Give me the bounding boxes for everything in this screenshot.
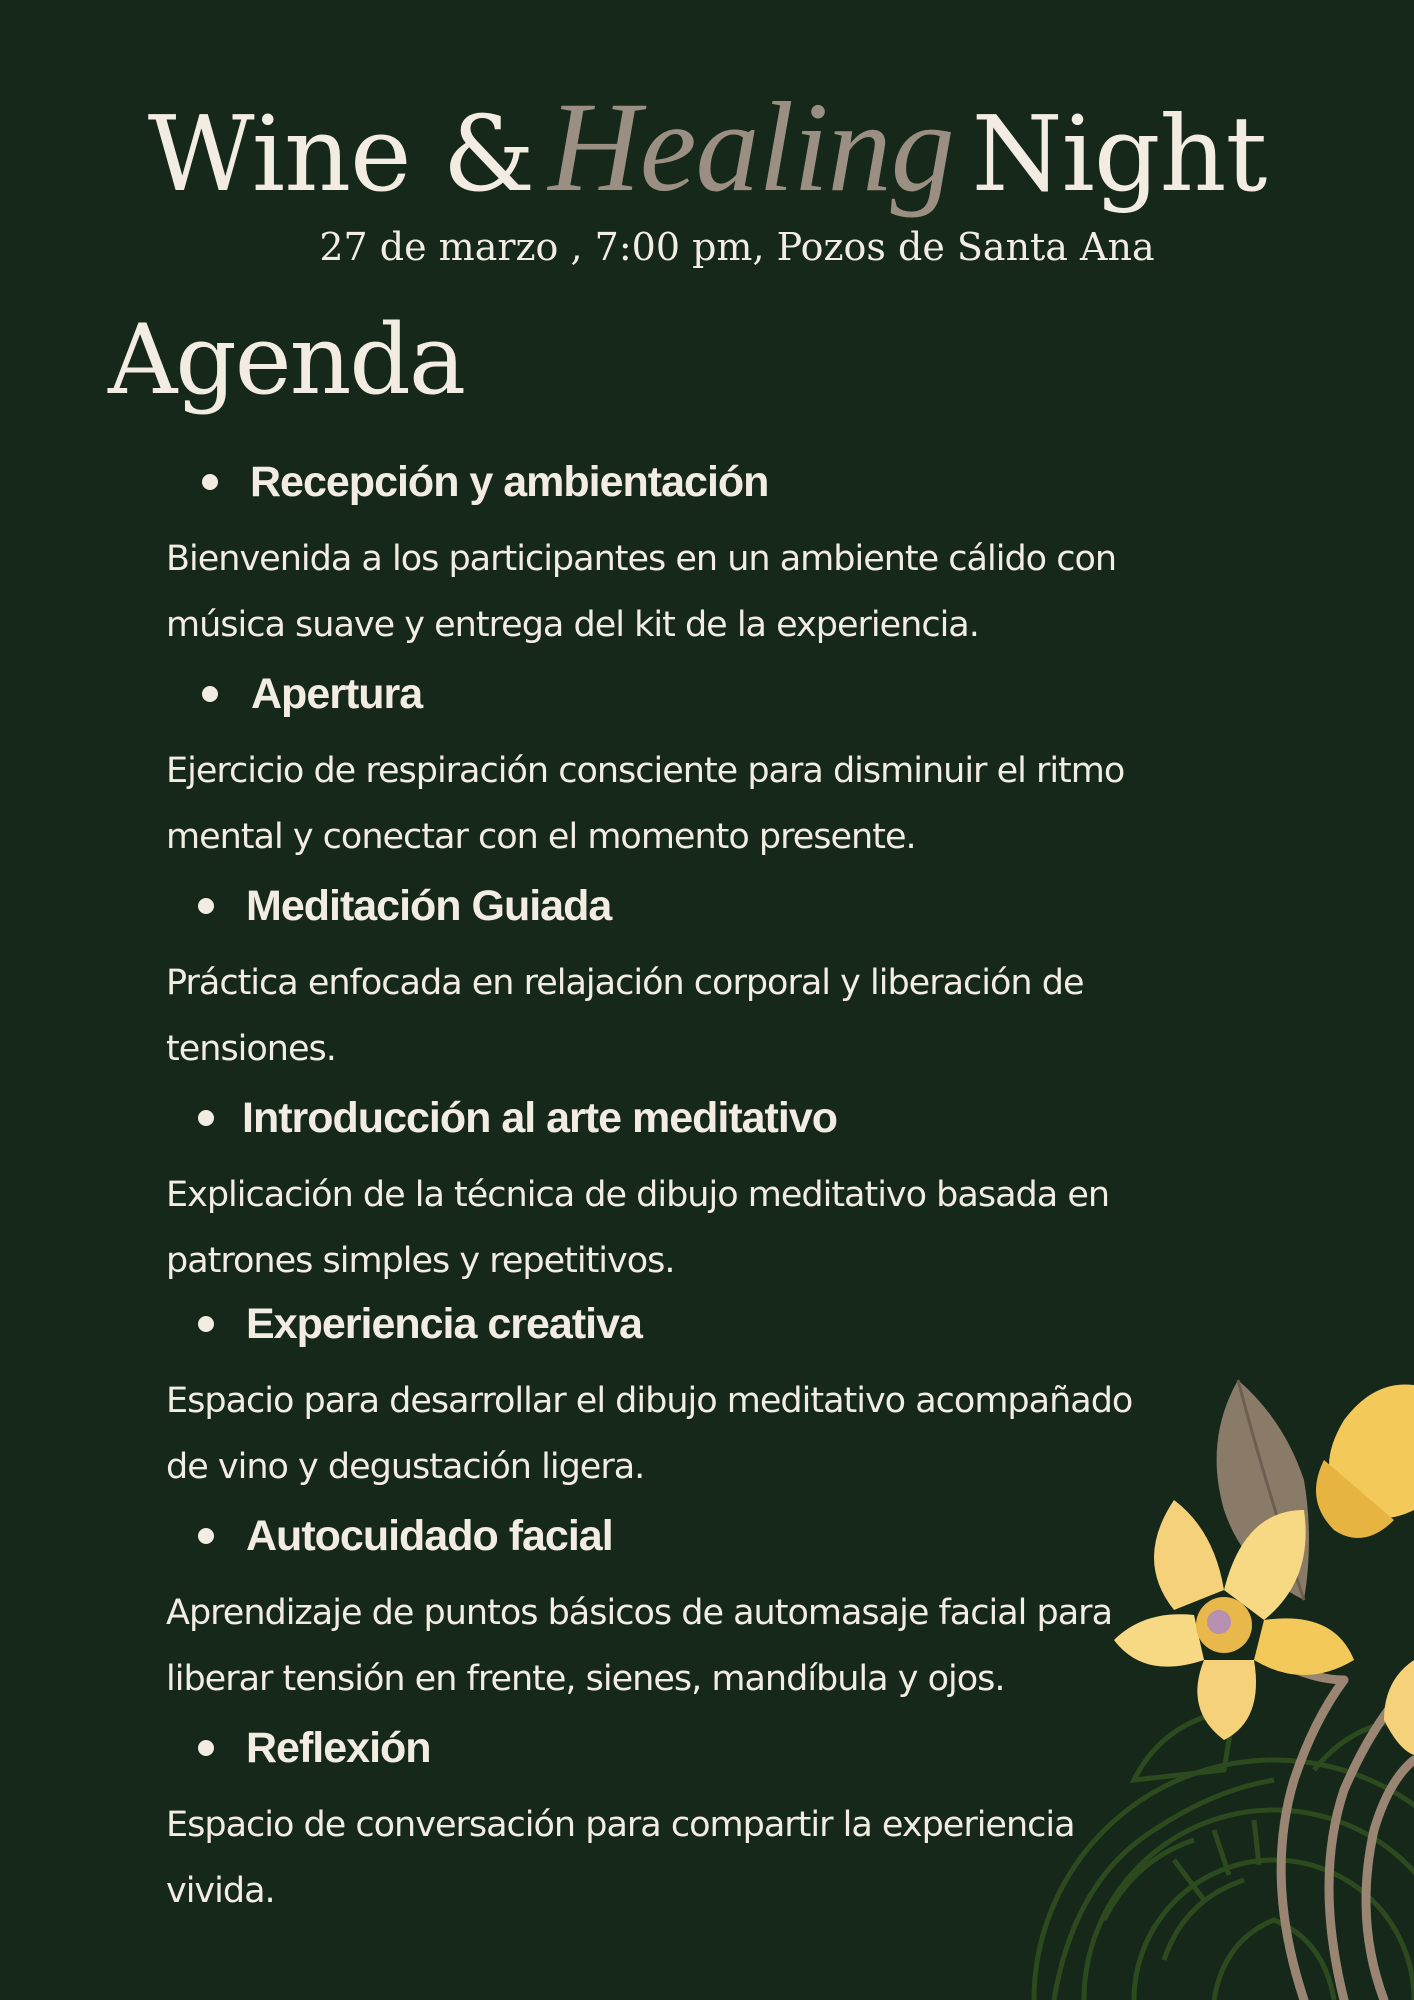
yellow-flower-icon bbox=[1114, 1500, 1354, 1740]
agenda-item-title: Recepción y ambientación bbox=[250, 458, 769, 506]
agenda-item-description: Espacio para desarrollar el dibujo meditativo acompañado de vino y degustación ligera. bbox=[166, 1381, 1133, 1487]
agenda-item bbox=[0, 874, 1180, 1086]
bullet-icon bbox=[202, 474, 218, 490]
agenda-item-description: Ejercicio de respiración consciente para disminuir el ritmo mental y conectar con el momento presente. bbox=[166, 751, 1125, 857]
agenda-item-description: Espacio de conversación para compartir la experiencia vivida. bbox=[166, 1805, 1075, 1911]
agenda-item-description: Bienvenida a los participantes en un ambiente cálido con música suave y entrega del kit de la experiencia. bbox=[166, 539, 1117, 645]
agenda-item-description: Aprendizaje de puntos básicos de automasaje facial para liberar tensión en frente, sienes, mandíbula y ojos. bbox=[166, 1593, 1113, 1699]
bullet-icon bbox=[202, 686, 218, 702]
bullet-icon bbox=[198, 898, 214, 914]
agenda-item-title: Autocuidado facial bbox=[246, 1512, 613, 1560]
agenda-item bbox=[0, 1504, 1180, 1716]
agenda-item-title: Introducción al arte meditativo bbox=[242, 1094, 837, 1142]
agenda-item-title: Apertura bbox=[251, 670, 423, 718]
agenda-heading: Agenda bbox=[108, 304, 465, 416]
agenda-item-title: Reflexión bbox=[246, 1724, 431, 1772]
bullet-icon bbox=[198, 1528, 214, 1544]
agenda-item bbox=[0, 662, 1180, 874]
agenda-list bbox=[0, 450, 1180, 1911]
agenda-item bbox=[0, 1292, 1180, 1504]
agenda-item-title: Meditación Guiada bbox=[246, 882, 612, 930]
agenda-item bbox=[0, 450, 1180, 662]
agenda-item-title: Experiencia creativa bbox=[246, 1300, 642, 1348]
event-date-location: 27 de marzo , 7:00 pm, Pozos de Santa Ana bbox=[319, 225, 1155, 269]
bullet-icon bbox=[198, 1740, 214, 1756]
title-word-night: Night bbox=[971, 93, 1267, 215]
event-title bbox=[0, 72, 1414, 229]
bullet-icon bbox=[198, 1110, 214, 1126]
agenda-item-description: Explicación de la técnica de dibujo meditativo basada en patrones simples y repetitivos. bbox=[166, 1175, 1110, 1281]
bullet-icon bbox=[198, 1316, 214, 1332]
agenda-item bbox=[0, 1716, 1180, 1911]
title-word-healing: Healing bbox=[548, 76, 954, 218]
title-word-wine: Wine & bbox=[147, 93, 535, 215]
flower-illustration-icon bbox=[1014, 1360, 1414, 2000]
agenda-item bbox=[0, 1086, 1180, 1292]
agenda-item-description: Práctica enfocada en relajación corporal y liberación de tensiones. bbox=[166, 963, 1084, 1069]
